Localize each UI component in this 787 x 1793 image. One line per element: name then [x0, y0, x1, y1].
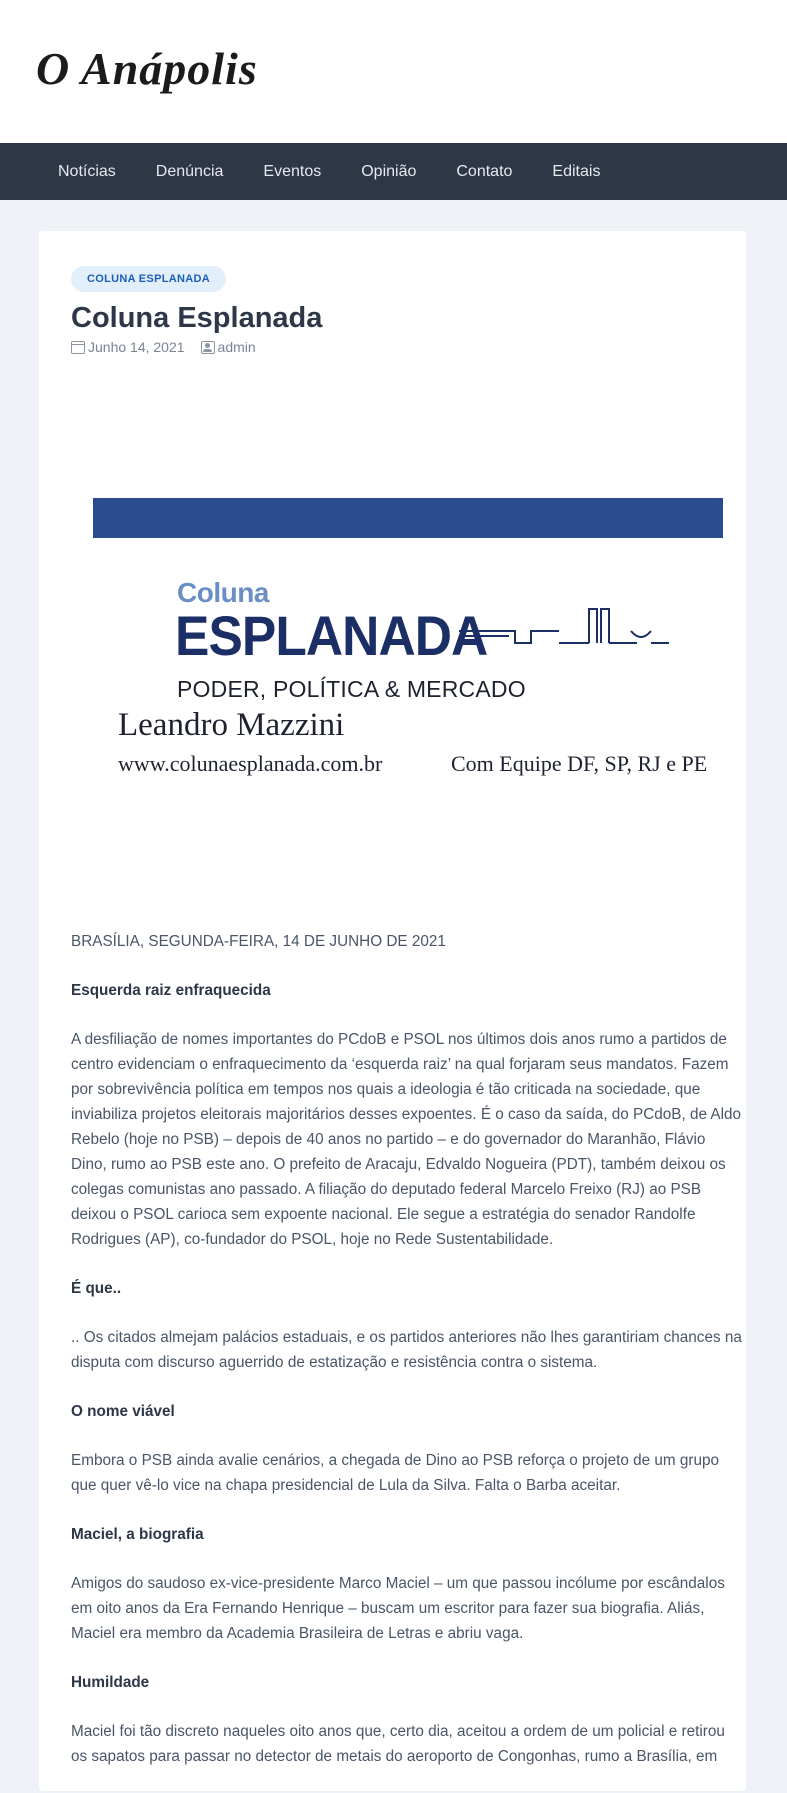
section-heading: O nome viável: [71, 1403, 175, 1420]
site-logo[interactable]: O Anápolis: [36, 43, 258, 94]
nav-item-eventos[interactable]: Eventos: [263, 163, 322, 180]
user-icon: [201, 341, 215, 354]
feature-author: Leandro Mazzini: [118, 707, 345, 743]
post-title: Coluna Esplanada: [71, 302, 323, 334]
feature-website: www.colunaesplanada.com.br: [118, 751, 383, 776]
section-heading: É que..: [71, 1280, 122, 1297]
post-date[interactable]: Junho 14, 2021: [88, 339, 185, 355]
section-body: Maciel foi tão discreto naqueles oito anos que, certo dia, aceitou a ordem de um policial e retirou os sapatos para passar no detector de metais do aeroporto de Congonhas, rumo a Brasília, em: [71, 1723, 725, 1765]
feature-image: [93, 498, 723, 808]
post-author[interactable]: admin: [217, 339, 256, 355]
site-header: [0, 0, 787, 143]
nav-item-denuncia[interactable]: Denúncia: [155, 163, 224, 180]
feature-tagline: PODER, POLÍTICA & MERCADO: [177, 676, 526, 702]
post-card: [39, 231, 746, 1791]
post-meta: [71, 339, 256, 355]
calendar-icon: [71, 341, 85, 354]
nav-item-editais[interactable]: Editais: [552, 163, 601, 180]
section-body: Embora o PSB ainda avalie cenários, a chegada de Dino ao PSB reforça o projeto de um grupo que quer vê-lo vice na chapa presidencial de Lula da Silva. Falta o Barba aceitar.: [71, 1452, 719, 1494]
section-body: A desfiliação de nomes importantes do PCdoB e PSOL nos últimos dois anos rumo a partidos de centro evidenciam o enfraquecimento da ‘esquerda raiz’ na qual forjaram seus mandatos. Fazem por sobrevivência política em tempos nos quais a ideologia é tão criticada na sociedade, que inviabiliza projetos eleitorais majoritários desses expoentes. É o caso da saída, do PCdoB, de Aldo Rebelo (hoje no PSB) – depois de 40 anos no partido – e do governador do Maranhão, Flávio Dino, rumo ao PSB este ano. O prefeito de Aracaju, Edvaldo Nogueira (PDT), também deixou os colegas comunistas ano passado. A filiação do deputado federal Marcelo Freixo (RJ) ao PSB deixou o PSOL carioca sem expoente nacional. Ele segue a estratégia do senador Randolfe Rodrigues (AP), co-fundador do PSOL, hoje no Rede Sustentabilidade.: [71, 1031, 742, 1248]
nav-item-noticias[interactable]: Notícias: [58, 163, 116, 180]
nav-item-opiniao[interactable]: Opinião: [361, 163, 417, 180]
category-badge[interactable]: COLUNA ESPLANADA: [71, 266, 226, 292]
section-body: Amigos do saudoso ex-vice-presidente Marco Maciel – um que passou incólume por escândalos em oito anos da Era Fernando Henrique – buscam um escritor para fazer sua biografia. Aliás, Maciel era membro da Academia Brasileira de Letras e abriu vaga.: [71, 1575, 725, 1642]
section-body: .. Os citados almejam palácios estaduais, e os partidos anteriores não lhes garantiriam chances na disputa com discurso aguerrido de estatização e resistência contra o sistema.: [71, 1329, 742, 1371]
post-content: [71, 929, 743, 1793]
section-heading: Esquerda raiz enfraquecida: [71, 982, 271, 999]
main-nav: [0, 143, 787, 200]
nav-item-contato[interactable]: Contato: [456, 163, 513, 180]
feature-coluna-text: Coluna: [177, 577, 269, 608]
feature-esplanada-text: ESPLANADA: [175, 604, 488, 667]
skyline-graphic: [459, 603, 679, 653]
feature-band: [93, 498, 723, 538]
dateline: BRASÍLIA, SEGUNDA-FEIRA, 14 DE JUNHO DE 2021: [71, 933, 446, 950]
section-heading: Humildade: [71, 1674, 150, 1691]
feature-team: Com Equipe DF, SP, RJ e PE: [451, 751, 708, 776]
section-heading: Maciel, a biografia: [71, 1526, 204, 1543]
